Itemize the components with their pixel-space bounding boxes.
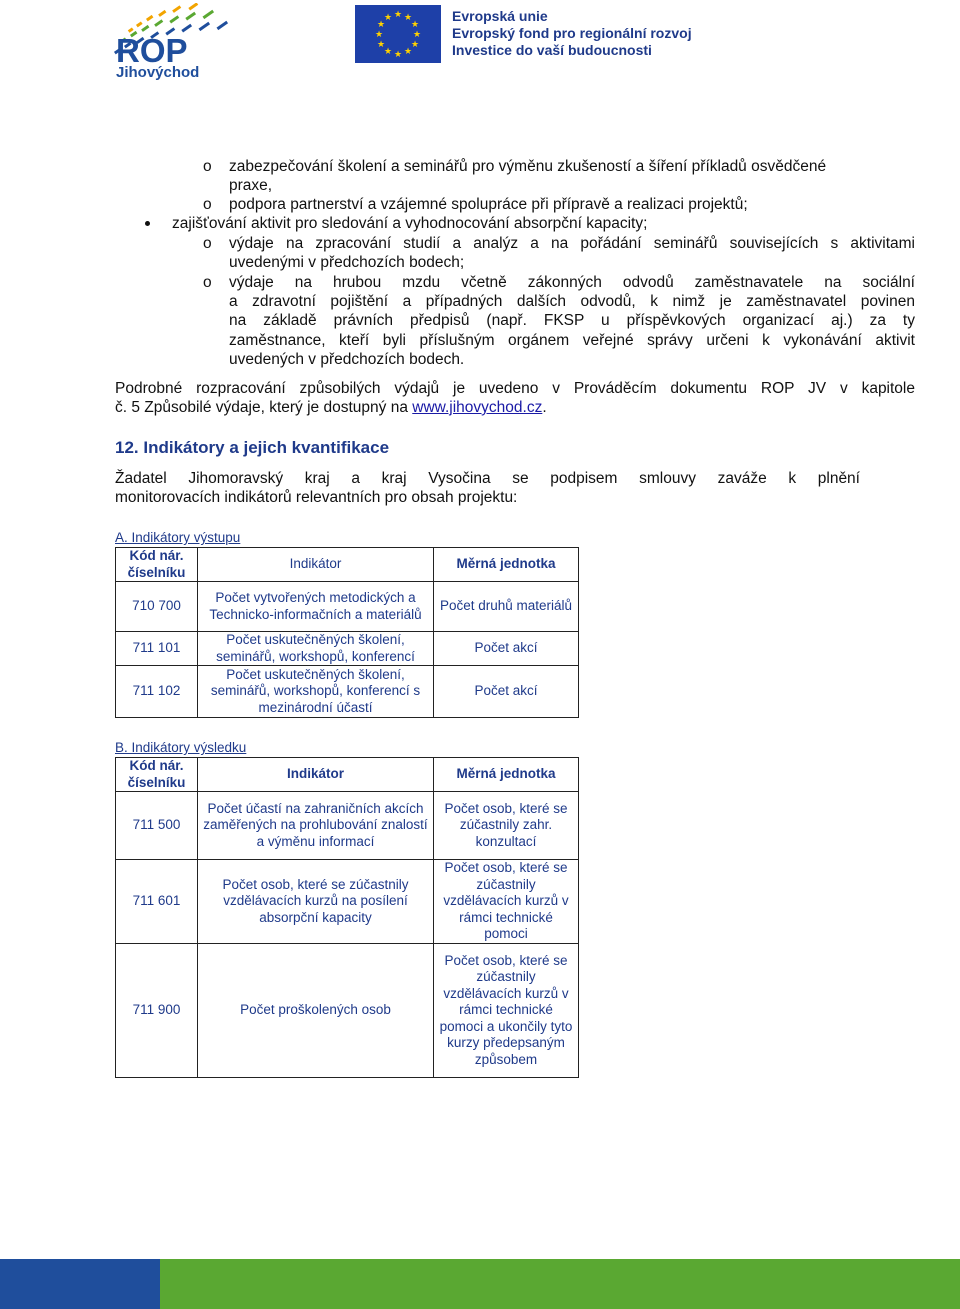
svg-text:★: ★ (383, 47, 393, 57)
svg-text:★: ★ (393, 50, 403, 60)
table-row (116, 860, 579, 944)
paragraph-line: . (542, 399, 547, 416)
table-row (116, 944, 579, 1078)
column-header: Kód nár. číselníku (116, 758, 198, 792)
paragraph-line: č. 5 Způsobilé výdaje, který je dostupný na (115, 399, 413, 416)
eu-line: Evropský fond pro regionální rozvoj (452, 25, 692, 41)
table-row (116, 582, 579, 632)
svg-text:★: ★ (403, 47, 413, 57)
list-item-text: zaměstnance, kteří byli příslušným orgánem veřejné správy určeni k vykonávání aktivit (229, 332, 915, 349)
column-header: Měrná jednotka (434, 758, 579, 792)
svg-text:★: ★ (410, 20, 420, 30)
list-item-text: a zdravotní pojištění a případných dalších odvodů, k nimž je zaměstnavatel povinen (229, 293, 915, 310)
svg-text:★: ★ (376, 20, 386, 30)
eu-line: Evropská unie (452, 8, 548, 24)
table-cell: Počet uskutečněných školení, seminářů, workshopů, konferencí s mezinárodní účastí (198, 666, 434, 718)
table-cell: Počet akcí (434, 632, 579, 666)
svg-text:★: ★ (410, 40, 420, 50)
table-cell: 711 900 (116, 944, 198, 1078)
table-header-row (116, 758, 579, 792)
svg-text:★: ★ (374, 30, 384, 40)
list-item-text: zajišťování aktivit pro sledování a vyhodnocování absorpční kapacity; (172, 215, 648, 232)
list-item-text: na základě právních předpisů (např. FKSP u příspěvkových organizací aj.) za ty (229, 312, 915, 329)
svg-text:★: ★ (393, 10, 403, 20)
column-header: Indikátor (198, 548, 434, 582)
table-cell: 711 101 (116, 632, 198, 666)
paragraph-eligible-costs (115, 379, 915, 418)
eu-line: Investice do vaší budoucnosti (452, 42, 652, 58)
list-item-text: uvedených v předchozích bodech. (229, 351, 465, 368)
table-cell: Počet osob, které se zúčastnily vzdělávacích kurzů v rámci technické pomoci a ukončily tyto kurzy předepsaným způsobem (434, 944, 579, 1078)
list-marker: o (203, 235, 212, 252)
rop-logo-text: ROP (116, 32, 188, 69)
eu-flag-icon (355, 5, 441, 63)
table-b-label: B. Indikátory výsledku (115, 740, 247, 755)
table-cell: Počet osob, které se zúčastnily vzdělávacích kurzů na posílení absorpční kapacity (198, 860, 434, 944)
table-row (116, 792, 579, 860)
eu-caption (452, 8, 692, 59)
svg-text:★: ★ (412, 30, 422, 40)
table-row (116, 632, 579, 666)
table-cell: Počet akcí (434, 666, 579, 718)
paragraph-indicators (115, 469, 915, 508)
table-cell: Počet druhů materiálů (434, 582, 579, 632)
list-item-text: zabezpečování školení a seminářů pro výměnu zkušeností a šíření příkladů osvědčené (229, 158, 827, 175)
page-header (0, 0, 960, 90)
svg-text:★: ★ (403, 13, 413, 23)
column-header: Indikátor (198, 758, 434, 792)
table-cell: Počet účastí na zahraničních akcích zaměřených na prohlubování znalostí a výměnu informací (198, 792, 434, 860)
rop-logo-subtitle: Jihovýchod (116, 64, 200, 81)
list-item-text: podpora partnerství a vzájemné spolupráce při přípravě a realizaci projektů; (229, 196, 748, 213)
svg-text:★: ★ (383, 13, 393, 23)
bullet-icon (145, 221, 150, 226)
table-cell: 711 500 (116, 792, 198, 860)
svg-text:★: ★ (376, 40, 386, 50)
paragraph-line: Podrobné rozpracování způsobilých výdajů je uvedeno v Prováděcím dokumentu ROP JV v kapitole (115, 380, 915, 397)
table-cell: Počet proškolených osob (198, 944, 434, 1078)
list-marker: o (203, 274, 212, 291)
table-cell: 711 102 (116, 666, 198, 718)
list-item-text: uvedenými v předchozích bodech; (229, 254, 465, 271)
table-header-row (116, 548, 579, 582)
table-result-indicators (115, 757, 579, 1078)
list-item-text: výdaje na zpracování studií a analýz a na pořádání seminářů souvisejících s aktivitami (229, 235, 915, 252)
column-header: Kód nár. číselníku (116, 548, 198, 582)
list-marker: o (203, 158, 212, 175)
table-cell: 710 700 (116, 582, 198, 632)
footer-color-bar (0, 1259, 960, 1309)
table-cell: 711 601 (116, 860, 198, 944)
table-cell: Počet osob, které se zúčastnily vzdělávacích kurzů v rámci technické pomoci (434, 860, 579, 944)
table-output-indicators (115, 547, 579, 718)
table-cell: Počet vytvořených metodických a Technicko-informačních a materiálů (198, 582, 434, 632)
paragraph-line: Žadatel Jihomoravský kraj a kraj Vysočina se podpisem smlouvy zaváže k plnění (115, 470, 860, 487)
list-marker: o (203, 196, 212, 213)
list-item-text: výdaje na hrubou mzdu včetně zákonných odvodů zaměstnavatele na sociální (229, 274, 915, 291)
section-heading: 12. Indikátory a jejich kvantifikace (115, 438, 390, 457)
website-link[interactable]: www.jihovychod.cz (412, 399, 543, 416)
footer-bar-blue (0, 1259, 160, 1309)
paragraph-line: monitorovacích indikátorů relevantních pro obsah projektu: (115, 489, 518, 506)
list-item-text: praxe, (229, 177, 273, 194)
table-cell: Počet uskutečněných školení, seminářů, workshopů, konferencí (198, 632, 434, 666)
column-header: Měrná jednotka (434, 548, 579, 582)
table-a-label: A. Indikátory výstupu (115, 530, 241, 545)
footer-bar-green (160, 1259, 960, 1309)
table-row (116, 666, 579, 718)
table-cell: Počet osob, které se zúčastnily zahr. konzultací (434, 792, 579, 860)
